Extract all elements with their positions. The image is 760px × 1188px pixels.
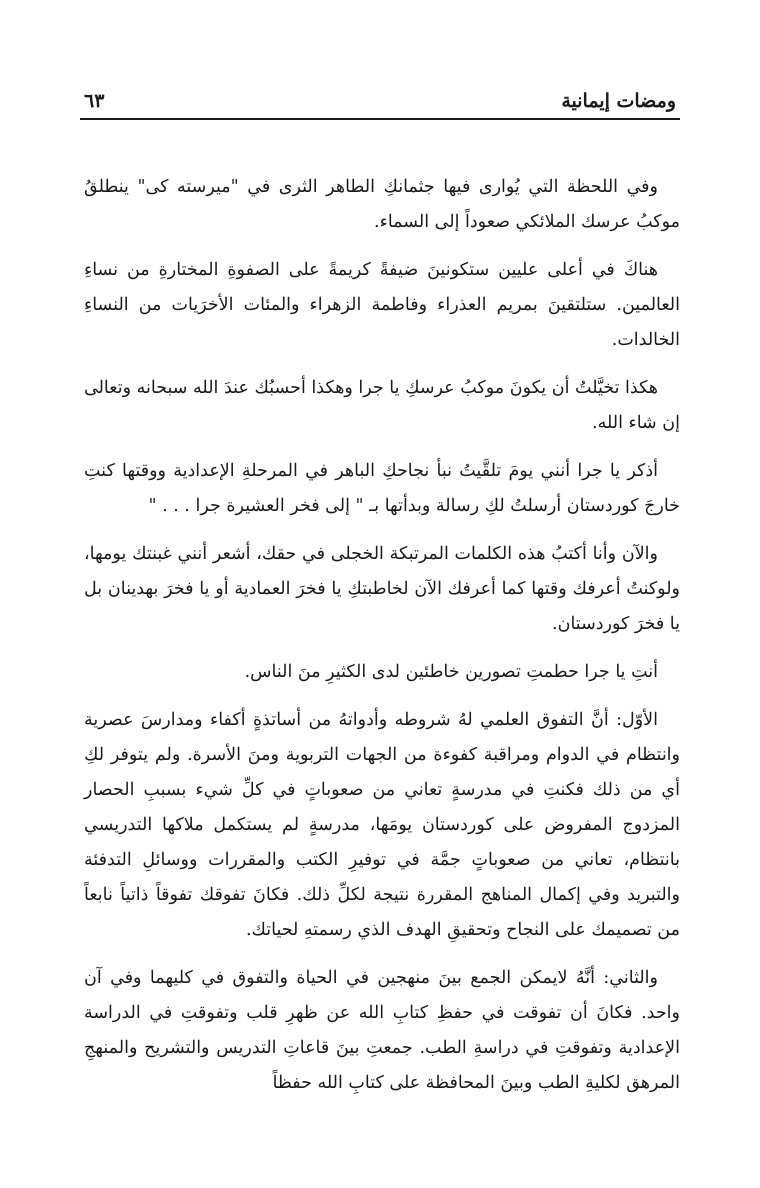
paragraph-4: أذكر يا جرا أنني يومَ تلقَّيتُ نبأ نجاحكِ الباهر في المرحلةِ الإعدادية ووقتها كنتِ خارجَ كوردستان أرسلتُ لكِ رسالة وبدأتها بـ " إلى فخر العشيرة جرا . . . ": [84, 461, 680, 516]
paragraph-8: والثاني: أنَّهُ لايمكن الجمع بينَ منهجين في الحياة والتفوق في كليهما وفي آن واحد. فكانَ أن تفوقت في حفظِ كتابِ الله عن ظهرِ قلب وتفوقتِ في الدراسة الإعدادية وتفوقتِ في دراسةِ الطب. جمعتِ بينَ قاعاتِ التدريس والتشريح والمنهجِ المرهق لكليةِ الطب وبينَ المحافظة على كتابِ الله حفظاً: [84, 968, 680, 1093]
running-header: [80, 88, 680, 120]
body-text: [84, 170, 680, 1114]
running-title: ومضات إيمانية: [561, 90, 676, 112]
paragraph-1: وفي اللحظة التي يُوارى فيها جثمانكِ الطاهر الثرى في "ميرسته كى" ينطلقُ موكبُ عرسك الملائكي صعوداً إلى السماء.: [84, 177, 680, 232]
paragraph-5: والآن وأنا أكتبُ هذه الكلمات المرتبكة الخجلى في حقك، أشعر أنني غبنتك يومها، ولوكنتُ أعرفك وقتها كما أعرفك الآن لخاطبتكِ يا فخرَ العمادية أو يا فخرَ بهدينان بل يا فخرَ كوردستان.: [84, 544, 680, 634]
page-number: ٦٣: [84, 90, 105, 112]
paragraph-2: هناكَ في أعلى عليين ستكونينَ ضيفةً كريمةً على الصفوةِ المختارةِ من نساءِ العالمين. ستلتقينَ بمريم العذراء وفاطمة الزهراء والمئات الأخرَيات من النساءِ الخالدات.: [84, 260, 680, 350]
paragraph-6: أنتِ يا جرا حطمتِ تصورين خاطئين لدى الكثيرِ منَ الناس.: [244, 662, 658, 682]
paragraph-3: هكذا تخيَّلتُ أن يكونَ موكبُ عرسكِ يا جرا وهكذا أحسبُك عندَ الله سبحانه وتعالى إن شاء الله.: [84, 378, 680, 433]
paragraph-7: الأوّل: أنَّ التفوق العلمي لهُ شروطه وأدواتهُ من أساتذةٍ أكفاء ومدارسَ عصرية وانتظام في الدوام ومراقبة كفوءة من الجهات التربوية ومنَ الأسرة. ولم يتوفر لكِ أي من ذلك فكنتِ في مدرسةٍ تعاني من صعوباتٍ في كلِّ شيء بسببِ الحصار المزدوج المفروض على كوردستان يومَها، مدرسةٍ لم يستكمل ملاكها التدريسي بانتظام، تعاني من صعوباتٍ جمَّة في توفيرِ الكتب والمقررات ووسائلِ التدفئة والتبريد وفي إكمال المناهج المقررة نتيجة لكلِّ ذلك. فكانَ تفوقك تفوقاً ذاتياً نابعاً من تصميمك على النجاح وتحقيقِ الهدف الذي رسمتهِ لحياتك.: [84, 710, 680, 940]
